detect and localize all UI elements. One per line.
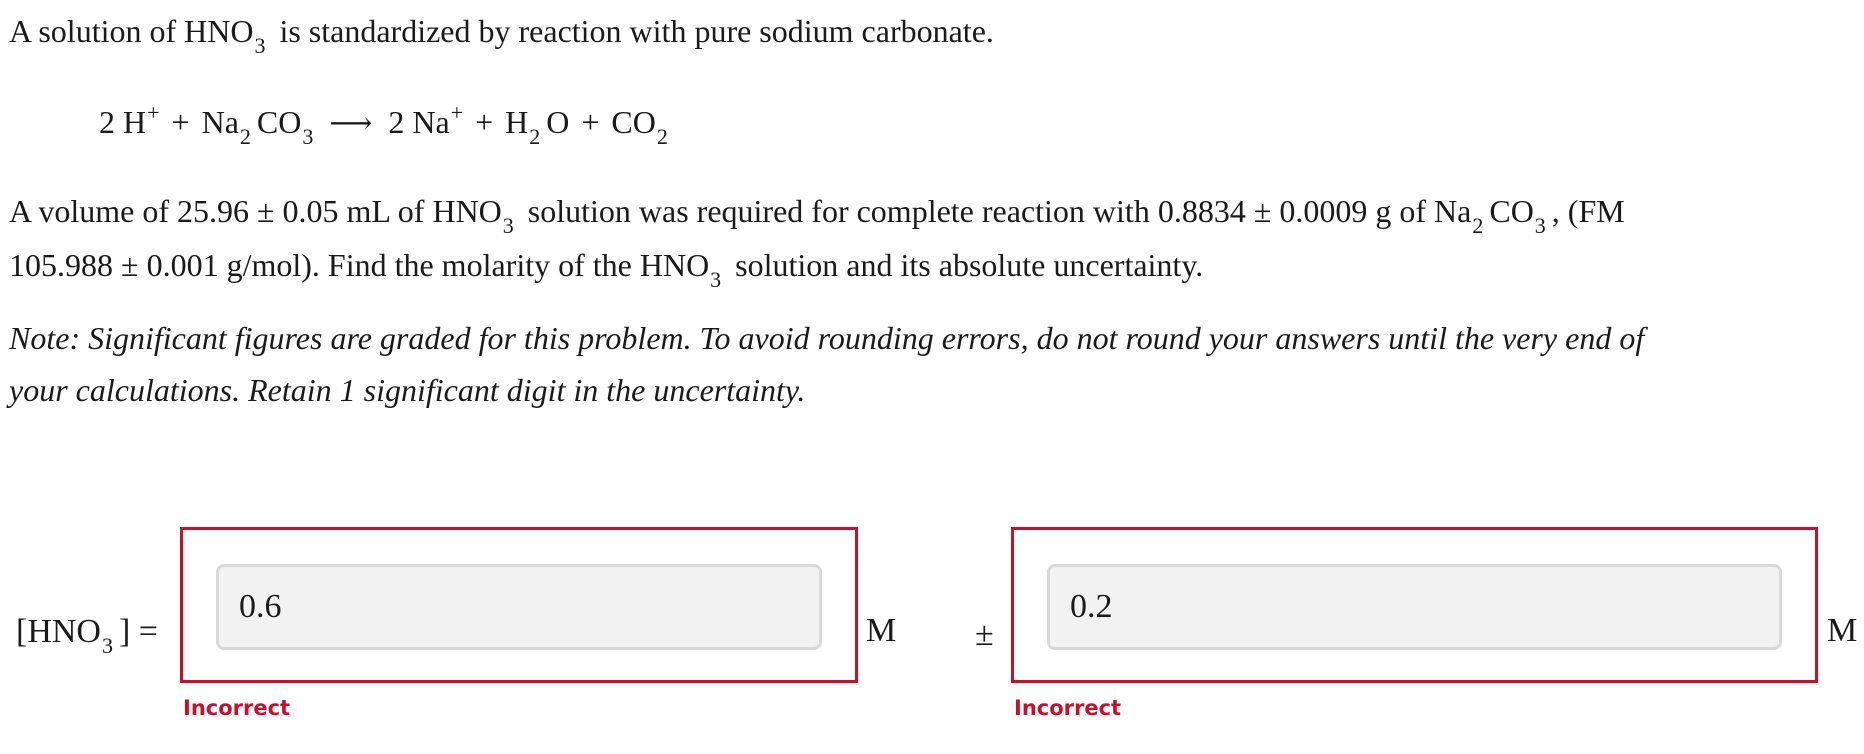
hno3-concentration-label: [16, 612, 158, 658]
body-text: 105.988 ± 0.001 g/mol). Find the molarity of the HNO: [9, 247, 710, 283]
intro-text-end: is standardized by reaction with pure sodium carbonate.: [271, 13, 994, 49]
reaction-equation: [99, 100, 674, 149]
eq-co: CO: [256, 104, 302, 140]
uncertainty-answer-box: [1011, 527, 1818, 683]
note-line-2: your calculations. Retain 1 significant digit in the uncertainty.: [9, 372, 806, 408]
problem-body-line-2: [9, 245, 1204, 292]
note-line-1: Note: Significant figures are graded for this problem. To avoid rounding errors, do not round your answers until the very end of: [9, 320, 1645, 356]
body-subscript: 2: [1472, 213, 1484, 238]
molarity-input[interactable]: [216, 564, 822, 650]
eq-plus: +: [475, 104, 494, 140]
eq-na-sub: 2: [239, 124, 251, 149]
eq-h2o-sub: 2: [529, 124, 541, 149]
label-subscript: 3: [101, 633, 113, 658]
uncertainty-feedback: Incorrect: [1014, 696, 1122, 720]
eq-coef-2: 2: [388, 104, 405, 140]
body-text: CO: [1489, 193, 1534, 229]
intro-subscript: 3: [254, 33, 266, 58]
eq-na: Na: [201, 104, 239, 140]
body-text: solution and its absolute uncertainty.: [727, 247, 1204, 283]
label-text: ] =: [118, 613, 158, 650]
problem-body-line-1: [9, 191, 1625, 238]
uncertainty-input[interactable]: [1047, 564, 1782, 650]
eq-h2o-h: H: [505, 104, 529, 140]
eq-h2o-o: O: [546, 104, 570, 140]
eq-na-charge: +: [450, 100, 464, 125]
eq-co-sub: 3: [302, 124, 314, 149]
eq-co2: CO: [611, 104, 656, 140]
molarity-feedback: Incorrect: [183, 696, 291, 720]
molarity-unit: M: [866, 612, 897, 649]
body-text: , (FM: [1551, 193, 1625, 229]
eq-coef-1: 2: [99, 104, 115, 140]
body-text: solution was required for complete reaction with 0.8834 ± 0.0009 g of Na: [519, 193, 1472, 229]
reaction-arrow-icon: ⟶: [329, 107, 373, 140]
eq-plus: +: [581, 104, 600, 140]
body-text: A volume of 25.96 ± 0.05 mL of HNO: [9, 193, 502, 229]
eq-plus: +: [171, 104, 190, 140]
intro-text: A solution of HNO: [9, 13, 254, 49]
eq-h: H: [123, 104, 147, 140]
eq-na-ion: Na: [412, 104, 450, 140]
body-subscript: 3: [710, 267, 722, 292]
body-subscript: 3: [502, 213, 514, 238]
plus-minus-symbol: ±: [975, 616, 994, 653]
problem-intro: [9, 11, 994, 58]
molarity-answer-box: [180, 527, 858, 683]
body-subscript: 3: [1534, 213, 1546, 238]
eq-h-charge: +: [147, 100, 160, 125]
uncertainty-unit: M: [1827, 612, 1858, 649]
label-text: [HNO: [16, 613, 101, 650]
eq-co2-sub: 2: [656, 124, 668, 149]
